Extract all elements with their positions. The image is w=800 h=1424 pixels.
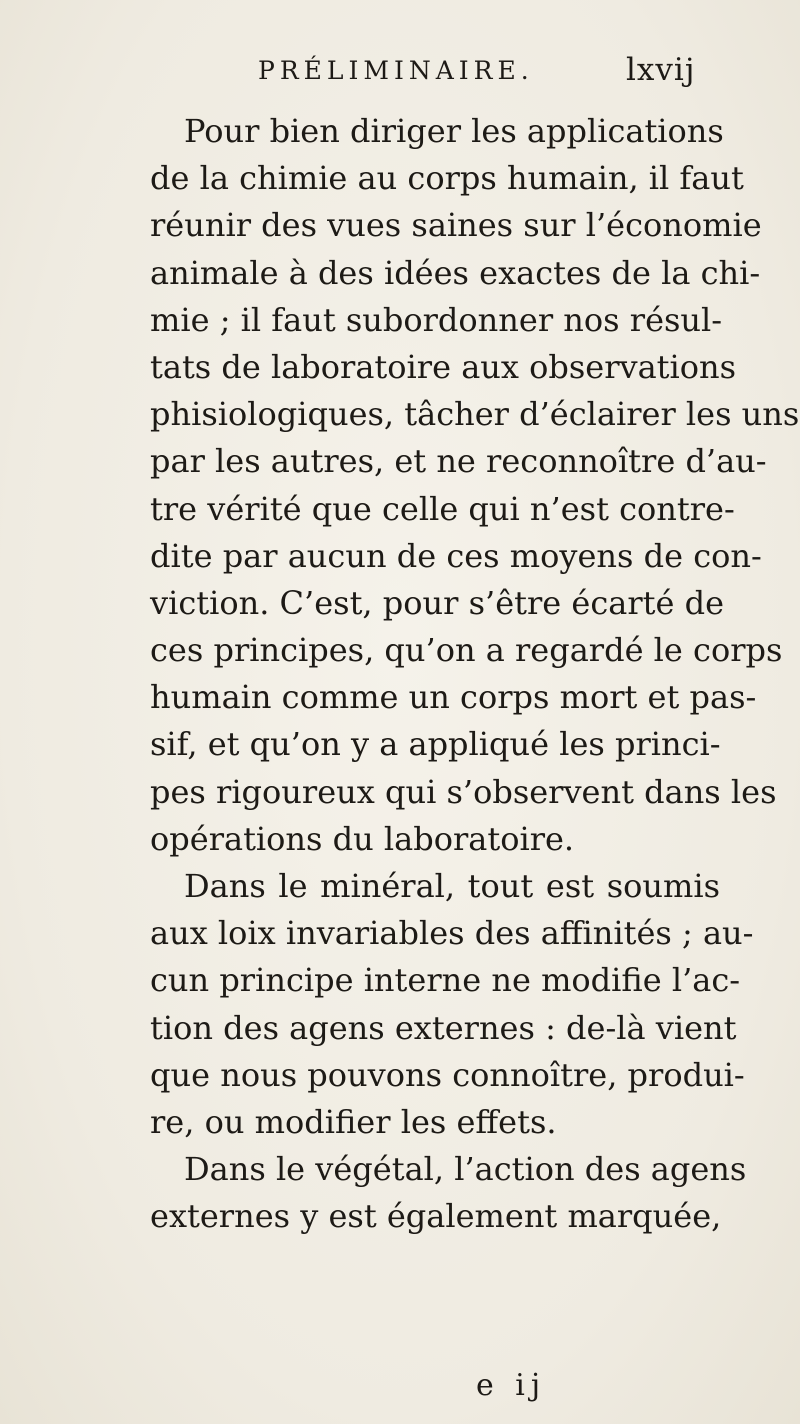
running-title: PRÉLIMINAIRE. <box>258 56 534 85</box>
text-line: viction. C’est, pour s’être écarté de <box>150 583 725 622</box>
text-line: tats de laboratoire aux observations <box>150 347 737 386</box>
text-line: aux loix invariables des affinités ; au- <box>150 914 754 953</box>
text-line: humain comme un corps mort et pas- <box>150 678 757 717</box>
page-number: lxvij <box>626 52 696 88</box>
text-line: sif, et qu’on y a appliqué les princi- <box>150 725 721 764</box>
text-line: Dans le minéral, tout est soumis <box>184 867 720 905</box>
text-line: cun principe interne ne modifie l’ac- <box>150 961 741 1000</box>
text-line: pes rigoureux qui s’observent dans les <box>150 772 777 811</box>
text-line: Pour bien diriger les applications <box>184 112 724 150</box>
text-line: de la chimie au corps humain, il faut <box>150 159 744 198</box>
text-line: Dans le végétal, l’action des agens <box>184 1150 747 1189</box>
text-line: re, ou modifier les effets. <box>150 1102 557 1141</box>
page-header <box>0 52 800 92</box>
text-line: animale à des idées exactes de la chi- <box>150 253 761 292</box>
text-line: par les autres, et ne reconnoître d’au- <box>150 442 767 481</box>
text-line: mie ; il faut subordonner nos résul- <box>150 300 723 339</box>
body-text <box>150 108 800 1241</box>
text-line: tion des agens externes : de-là vient <box>150 1008 737 1047</box>
text-line: tre vérité que celle qui n’est contre- <box>150 489 735 528</box>
signature-mark: e ij <box>476 1368 547 1403</box>
text-line: réunir des vues saines sur l’économie <box>150 206 762 245</box>
text-line: ces principes, qu’on a regardé le corps <box>150 631 783 670</box>
text-line: dite par aucun de ces moyens de con- <box>150 536 762 575</box>
text-line: phisiologiques, tâcher d’éclairer les uns <box>150 395 800 434</box>
text-line: opérations du laboratoire. <box>150 819 575 858</box>
text-line: que nous pouvons connoître, produi- <box>150 1055 745 1094</box>
text-line: externes y est également marquée, <box>150 1197 722 1236</box>
